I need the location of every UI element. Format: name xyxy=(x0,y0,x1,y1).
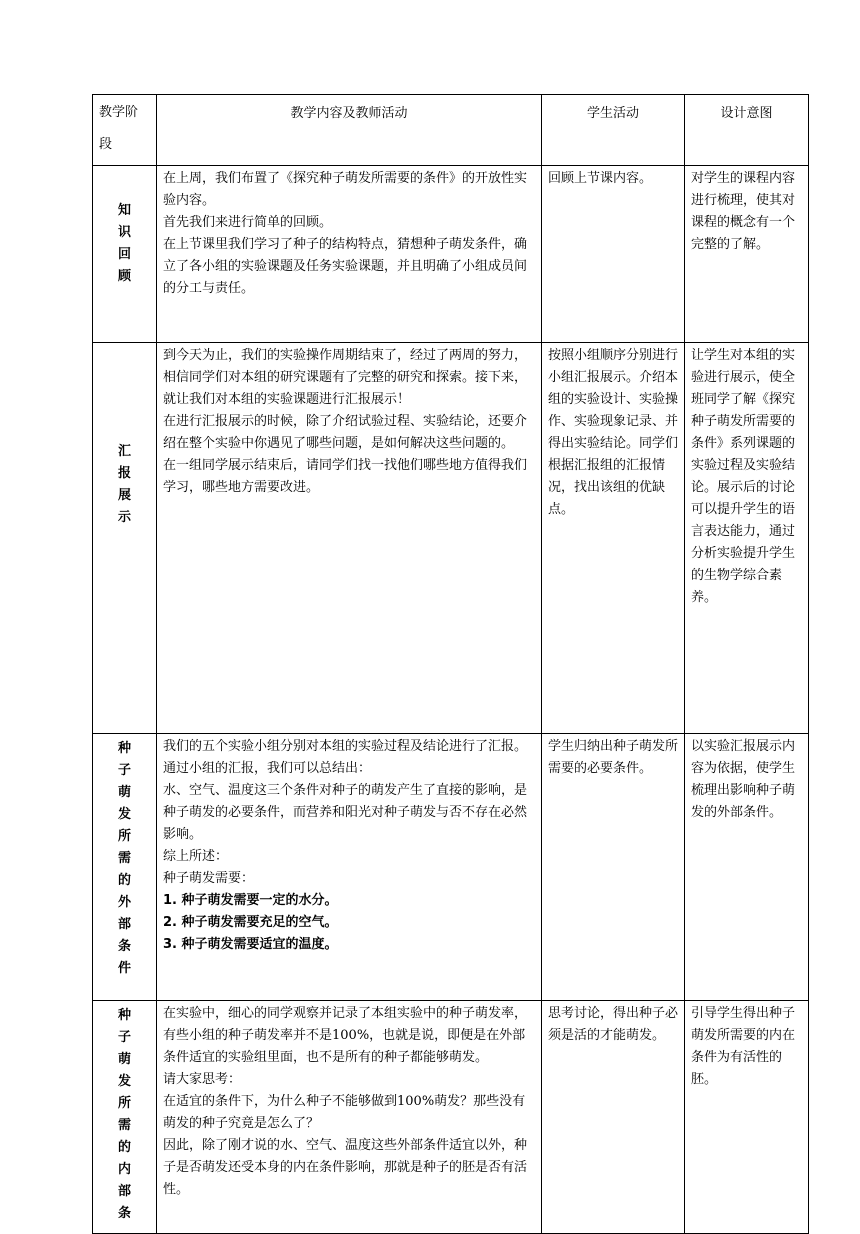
table-row xyxy=(93,166,809,343)
table-row xyxy=(93,343,809,734)
student-cell: 思考讨论，得出种子必须是活的才能萌发。 xyxy=(542,1001,685,1234)
lesson-plan-table xyxy=(92,94,809,1234)
student-cell: 学生归纳出种子萌发所需要的必要条件。 xyxy=(542,734,685,1001)
table-row xyxy=(93,734,809,1001)
table-row xyxy=(93,1001,809,1234)
header-intent: 设计意图 xyxy=(685,95,809,166)
stage-cell: 知 识 回 顾 xyxy=(93,166,157,343)
content-cell: 到今天为止，我们的实验操作周期结束了，经过了两周的努力，相信同学们对本组的研究课题有了完整的研究和探索。接下来，就让我们对本组的实验课题进行汇报展示！ 在进行汇报展示的时候，除了介绍试验过程、实验结论，还要介绍在整个实验中你遇见了哪些问题，是如何解决这些问题的。 在一组同学展示结束后，请同学们找一找他们哪些地方值得我们学习，哪些地方需要改进。 xyxy=(157,343,542,734)
condition-item: 1. 种子萌发需要一定的水分。 xyxy=(163,893,338,908)
stage-cell: 汇 报 展 示 xyxy=(93,343,157,734)
intent-cell: 对学生的课程内容进行梳理，使其对课程的概念有一个完整的了解。 xyxy=(685,166,809,343)
content-cell: 我们的五个实验小组分别对本组的实验过程及结论进行了汇报。 通过小组的汇报，我们可以总结出： 水、空气、温度这三个条件对种子的萌发产生了直接的影响，是种子萌发的必要条件，而营养和阳光对种子萌发与否不存在必然影响。 综上所述： 种子萌发需要： 1. 种子萌发需要一定的水分。 2. 种子萌发需要充足的空气。 3. 种子萌发需要适宜的温度。 xyxy=(157,734,542,1001)
condition-item: 3. 种子萌发需要适宜的温度。 xyxy=(163,937,338,952)
header-stage: 教学阶段 xyxy=(93,95,157,166)
condition-item: 2. 种子萌发需要充足的空气。 xyxy=(163,915,338,930)
content-cell: 在实验中，细心的同学观察并记录了本组实验中的种子萌发率，有些小组的种子萌发率并不是100%，也就是说，即便是在外部条件适宜的实验组里面，也不是所有的种子都能够萌发。 请大家思考： 在适宜的条件下，为什么种子不能够做到100%萌发？那些没有萌发的种子究竟是怎么了？ 因此，除了刚才说的水、空气、温度这些外部条件适宜以外，种子是否萌发还受本身的内在条件影响，那就是种子的胚是否有活性。 xyxy=(157,1001,542,1234)
header-content: 教学内容及教师活动 xyxy=(157,95,542,166)
intent-cell: 引导学生得出种子萌发所需要的内在条件为有活性的胚。 xyxy=(685,1001,809,1234)
intent-cell: 以实验汇报展示内容为依据，使学生梳理出影响种子萌发的外部条件。 xyxy=(685,734,809,1001)
header-student: 学生活动 xyxy=(542,95,685,166)
stage-cell: 种 子 萌 发 所 需 的 外 部 条 件 xyxy=(93,734,157,1001)
intent-cell: 让学生对本组的实验进行展示，使全班同学了解《探究种子萌发所需要的条件》系列课题的实验过程及实验结论。展示后的讨论可以提升学生的语言表达能力，通过分析实验提升学生的生物学综合素养。 xyxy=(685,343,809,734)
table-header-row xyxy=(93,95,809,166)
student-cell: 按照小组顺序分别进行小组汇报展示。介绍本组的实验设计、实验操作、实验现象记录、并得出实验结论。同学们根据汇报组的汇报情况，找出该组的优缺点。 xyxy=(542,343,685,734)
student-cell: 回顾上节课内容。 xyxy=(542,166,685,343)
stage-cell: 种 子 萌 发 所 需 的 内 部 条 xyxy=(93,1001,157,1234)
content-cell: 在上周，我们布置了《探究种子萌发所需要的条件》的开放性实验内容。 首先我们来进行简单的回顾。 在上节课里我们学习了种子的结构特点，猜想种子萌发条件，确立了各小组的实验课题及任务实验课题，并且明确了小组成员间的分工与责任。 xyxy=(157,166,542,343)
